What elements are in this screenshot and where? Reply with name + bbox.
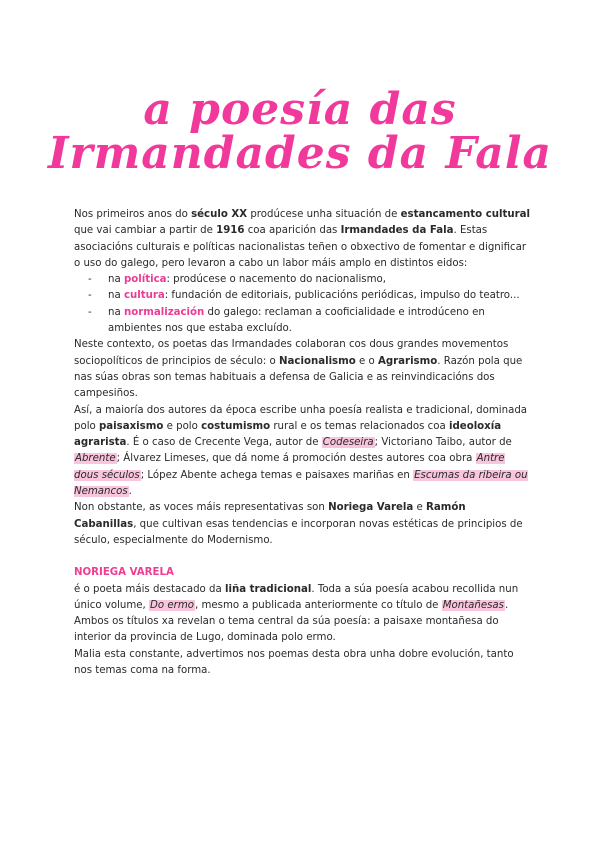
section-paragraph-1: é o poeta máis destacado da liña tradicional. Toda a súa poesía acabou recollida nun único volume, Do ermo, mesmo a publicada anteriormente co título de Montañesas. [74, 583, 519, 611]
authors-paragraph: Así, a maioría dos autores da época escribe unha poesía realista e tradicional, dominada polo paisaxismo e polo costumismo rural e os temas relacionados coa ideoloxía agrarista. É o caso de Crecente Vega, autor de Codeseira; Victoriano Taibo, autor de Abrente; Álvarez Limeses, que dá nome á promoción destes autores coa obra Antre dous séculos; López Abente achega temas e paisaxes mariñas en Escumas da ribeira ou Nemancos. [74, 404, 528, 498]
spacer [74, 549, 530, 565]
list-item: - na cultura: fundación de editoriais, publicacións periódicas, impulso do teatro... [74, 288, 530, 304]
list-item: - na normalización do galego: reclaman a cooficialidade e introdúceno en ambientes nos que estaba excluído. [74, 305, 530, 338]
document-body [74, 207, 530, 679]
title-line-2: Irmandades da Fala [47, 128, 553, 179]
list-item: - na política: prodúcese o nacemento do nacionalismo, [74, 272, 530, 288]
fields-list [74, 272, 530, 337]
context-paragraph: Neste contexto, os poetas das Irmandades colaboran cos dous grandes movementos sociopolíticos de principios de século: o Nacionalismo e o Agrarismo. Razón pola que nas súas obras son temas habituais a defensa de Galicia e as reinvindicacións dos campesiños. [74, 339, 523, 400]
section-paragraph-3: Malia esta constante, advertimos nos poemas desta obra unha dobre evolución, tanto nos temas coma na forma. [74, 648, 514, 677]
section-paragraph-2: Ambos os títulos xa revelan o tema central da súa poesía: a paisaxe montañesa do interior da provincia de Lugo, dominada polo ermo. [74, 616, 499, 644]
title-line-1: a poesía das [143, 84, 457, 135]
voices-paragraph: Non obstante, as voces máis representativas son Noriega Varela e Ramón Cabanillas, que cultivan esas tendencias e incorporan novas estéticas de principios de século, especialmente do Modernismo. [74, 502, 523, 546]
intro-paragraph: Nos primeiros anos do século XX prodúcese unha situación de estancamento cultural que vai cambiar a partir de 1916 coa aparición das Irmandades da Fala. Estas asociacións culturais e políticas nacionalistas teñen o obxectivo de fomentar e dignificar o uso do galego, pero levaron a cabo un labor máis amplo en distintos eidos: [74, 209, 530, 269]
section-heading: NORIEGA VARELA [74, 567, 174, 579]
